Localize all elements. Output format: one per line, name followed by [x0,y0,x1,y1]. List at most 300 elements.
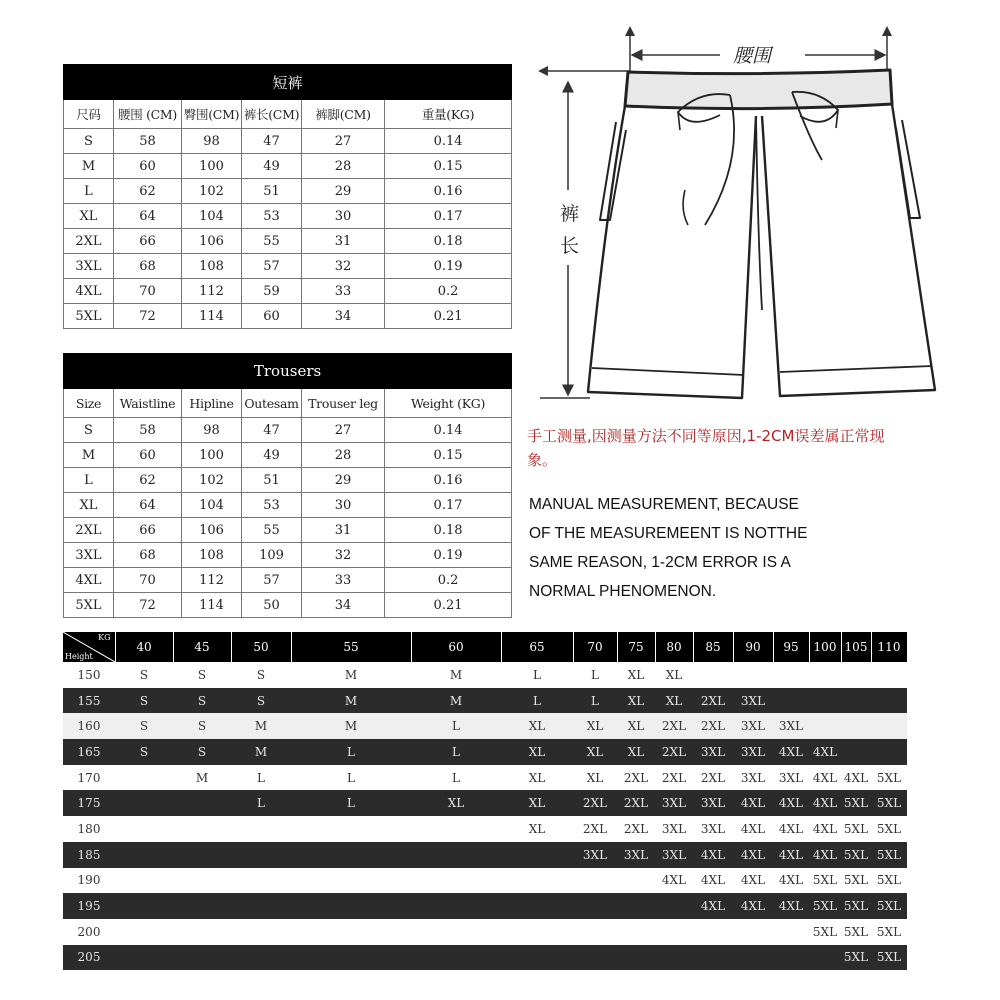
size-recommendation-cell [841,688,871,714]
size-recommendation-cell [773,945,809,971]
size-recommendation-cell [655,945,693,971]
grid-row [63,868,907,894]
size-recommendation-cell [411,842,501,868]
size-recommendation-cell [291,945,411,971]
left-arrow-icon [538,66,548,76]
measurement-cell: 51 [242,468,302,493]
measurement-cell: 104 [182,204,242,229]
size-recommendation-cell [291,893,411,919]
size-recommendation-cell: 4XL [809,790,841,816]
size-recommendation-cell: XL [617,688,655,714]
trousers-size-table-en [63,353,512,618]
size-recommendation-cell [231,842,291,868]
column-header: Waistline [114,389,182,418]
measurement-cell: 102 [182,179,242,204]
grid-row [63,688,907,714]
table-row [64,593,512,618]
size-recommendation-cell [501,919,573,945]
size-recommendation-cell [173,816,231,842]
size-recommendation-cell: 3XL [773,765,809,791]
table-row [64,568,512,593]
measurement-cell: 104 [182,493,242,518]
size-recommendation-cell: 3XL [733,765,773,791]
weight-header: 40 [115,632,173,662]
table-row [64,129,512,154]
column-header: Weight (KG) [385,389,512,418]
size-recommendation-cell: 3XL [693,790,733,816]
measurement-cell: 32 [302,254,385,279]
size-recommendation-cell [871,739,907,765]
size-recommendation-cell: L [573,688,617,714]
size-recommendation-cell: 2XL [655,765,693,791]
size-recommendation-cell: 5XL [841,790,871,816]
size-recommendation-cell: 5XL [841,816,871,842]
measurement-cell: 33 [302,279,385,304]
column-header: 尺码 [64,100,114,129]
table-title: 短裤 [64,65,512,100]
size-recommendation-cell: 5XL [871,868,907,894]
measurement-cell: 30 [302,204,385,229]
measurement-cell: 29 [302,179,385,204]
size-cell: M [64,154,114,179]
grid-row [63,662,907,688]
height-cell: 155 [63,688,115,714]
measurement-cell: 32 [302,543,385,568]
grid-row [63,893,907,919]
size-recommendation-cell [573,919,617,945]
measurement-cell: 98 [182,129,242,154]
size-recommendation-cell: M [291,662,411,688]
measurement-cell: 100 [182,443,242,468]
size-recommendation-cell [809,662,841,688]
size-recommendation-cell [231,945,291,971]
size-recommendation-cell: 3XL [617,842,655,868]
size-recommendation-cell [655,919,693,945]
column-header: 裤脚(CM) [302,100,385,129]
size-recommendation-cell: XL [573,713,617,739]
grid-row [63,945,907,971]
size-recommendation-cell: XL [655,688,693,714]
table-row [64,204,512,229]
right-pocket [896,120,920,218]
size-recommendation-cell: 3XL [733,739,773,765]
size-recommendation-cell: 4XL [733,816,773,842]
size-recommendation-cell [501,945,573,971]
measurement-cell: 100 [182,154,242,179]
measurement-cell: 106 [182,518,242,543]
size-recommendation-cell: 5XL [809,919,841,945]
size-recommendation-cell: XL [411,790,501,816]
measurement-cell: 60 [114,443,182,468]
measurement-cell: 114 [182,593,242,618]
left-pocket [600,122,626,220]
table-header-row [64,389,512,418]
measurement-cell: 0.18 [385,229,512,254]
weight-header: 85 [693,632,733,662]
size-recommendation-cell [115,765,173,791]
measurement-cell: 31 [302,518,385,543]
measurement-cell: 0.2 [385,279,512,304]
left-leg-outline [588,106,756,398]
weight-header: 105 [841,632,871,662]
size-recommendation-cell: 2XL [693,765,733,791]
size-cell: 3XL [64,254,114,279]
measurement-cell: 29 [302,468,385,493]
size-recommendation-cell: L [291,739,411,765]
table-row [64,304,512,329]
size-recommendation-cell [871,713,907,739]
measurement-cell: 28 [302,154,385,179]
measurement-cell: 34 [302,593,385,618]
size-recommendation-cell [733,945,773,971]
size-recommendation-cell: XL [573,765,617,791]
size-recommendation-cell: S [173,739,231,765]
size-recommendation-cell: 2XL [655,713,693,739]
size-recommendation-cell: 5XL [809,893,841,919]
size-recommendation-cell: S [115,688,173,714]
size-recommendation-cell [115,842,173,868]
table-row [64,468,512,493]
measurement-cell: 47 [242,129,302,154]
size-recommendation-cell: 4XL [733,790,773,816]
size-recommendation-cell [411,868,501,894]
table-body [64,418,512,618]
size-recommendation-cell [231,919,291,945]
corner-height-label: Height [65,652,93,661]
measurement-cell: 0.17 [385,493,512,518]
measurement-cell: 53 [242,493,302,518]
size-recommendation-cell: 3XL [655,842,693,868]
weight-header: 45 [173,632,231,662]
column-header: Outesam [242,389,302,418]
size-recommendation-cell [773,688,809,714]
measurement-cell: 59 [242,279,302,304]
column-header: 臀围(CM) [182,100,242,129]
size-recommendation-cell: S [115,739,173,765]
size-recommendation-cell: M [411,662,501,688]
waistband [625,70,892,109]
size-recommendation-cell [617,919,655,945]
size-recommendation-cell: M [411,688,501,714]
table-row [64,254,512,279]
grid-row [63,790,907,816]
size-recommendation-cell: L [291,765,411,791]
size-recommendation-cell: M [231,739,291,765]
size-recommendation-cell [173,919,231,945]
measurement-cell: 0.16 [385,179,512,204]
size-cell: 3XL [64,543,114,568]
measurement-cell: 0.18 [385,518,512,543]
size-recommendation-cell: 4XL [693,842,733,868]
center-seam [756,116,762,310]
measurement-cell: 0.2 [385,568,512,593]
right-hem [780,366,932,372]
grid-row [63,919,907,945]
size-recommendation-cell [617,868,655,894]
measurement-cell: 0.19 [385,254,512,279]
size-cell: 4XL [64,279,114,304]
size-cell: 5XL [64,304,114,329]
size-recommendation-cell: 4XL [841,765,871,791]
size-recommendation-cell: M [291,713,411,739]
size-recommendation-cell: XL [501,739,573,765]
corner-weight-label: KG [98,633,111,642]
size-recommendation-cell [733,662,773,688]
size-recommendation-cell: 3XL [733,713,773,739]
size-recommendation-cell: 5XL [871,790,907,816]
size-recommendation-cell [411,945,501,971]
size-recommendation-cell: 4XL [773,739,809,765]
table-body [64,129,512,329]
table-title: Trousers [64,354,512,389]
height-cell: 200 [63,919,115,945]
size-recommendation-cell [231,868,291,894]
size-recommendation-cell: 4XL [733,893,773,919]
size-recommendation-cell [841,662,871,688]
size-recommendation-cell [501,893,573,919]
measurement-cell: 30 [302,493,385,518]
measurement-cell: 0.15 [385,154,512,179]
height-cell: 175 [63,790,115,816]
size-recommendation-cell: L [411,713,501,739]
size-recommendation-cell: 4XL [773,893,809,919]
measurement-cell: 55 [242,229,302,254]
length-label-char: 裤 [560,203,580,225]
grid-row [63,713,907,739]
weight-header: 100 [809,632,841,662]
size-recommendation-cell [501,842,573,868]
size-recommendation-cell [617,945,655,971]
size-recommendation-cell: L [573,662,617,688]
size-recommendation-cell: 4XL [693,893,733,919]
measurement-cell: 70 [114,568,182,593]
table-row [64,493,512,518]
size-recommendation-cell: 5XL [871,893,907,919]
size-recommendation-cell: 3XL [733,688,773,714]
size-recommendation-cell [115,893,173,919]
size-recommendation-cell [809,713,841,739]
measurement-cell: 66 [114,518,182,543]
grid-row [63,765,907,791]
table-row [64,229,512,254]
size-recommendation-cell [291,868,411,894]
size-recommendation-cell: 5XL [871,842,907,868]
measurement-cell: 55 [242,518,302,543]
size-recommendation-cell: L [411,739,501,765]
column-header: Trouser leg [302,389,385,418]
size-recommendation-cell: 2XL [693,688,733,714]
measurement-cell: 66 [114,229,182,254]
size-recommendation-cell: 5XL [841,893,871,919]
size-recommendation-cell [573,868,617,894]
height-cell: 185 [63,842,115,868]
size-recommendation-cell: M [231,713,291,739]
size-recommendation-cell: L [501,688,573,714]
measurement-cell: 70 [114,279,182,304]
size-recommendation-cell: S [173,662,231,688]
measurement-cell: 114 [182,304,242,329]
size-recommendation-cell: 5XL [871,765,907,791]
size-recommendation-cell: 3XL [693,816,733,842]
size-recommendation-cell: 2XL [693,713,733,739]
height-cell: 205 [63,945,115,971]
size-recommendation-cell: 3XL [693,739,733,765]
size-recommendation-cell [411,893,501,919]
measurement-cell: 0.16 [385,468,512,493]
weight-header-row [63,632,907,662]
size-recommendation-cell [115,868,173,894]
size-recommendation-cell: L [501,662,573,688]
measurement-cell: 49 [242,154,302,179]
size-recommendation-cell: 4XL [693,868,733,894]
height-cell: 180 [63,816,115,842]
size-recommendation-cell: M [173,765,231,791]
size-recommendation-cell [573,945,617,971]
measurement-cell: 60 [242,304,302,329]
size-cell: 5XL [64,593,114,618]
table-row [64,543,512,568]
size-recommendation-cell: S [115,713,173,739]
size-recommendation-cell: XL [617,739,655,765]
top-arrow-icon [882,26,892,36]
size-recommendation-cell: S [173,688,231,714]
table-row [64,154,512,179]
measurement-cell: 72 [114,593,182,618]
measurement-cell: 109 [242,543,302,568]
size-cell: L [64,468,114,493]
size-recommendation-cell: 2XL [617,790,655,816]
table-row [64,443,512,468]
size-recommendation-cell: XL [501,713,573,739]
size-recommendation-cell: 4XL [773,816,809,842]
measurement-cell: 51 [242,179,302,204]
size-recommendation-cell: XL [617,713,655,739]
size-recommendation-cell [411,816,501,842]
size-recommendation-cell: 2XL [573,816,617,842]
size-recommendation-cell: L [231,790,291,816]
size-recommendation-cell [291,842,411,868]
top-arrow-icon [625,26,635,36]
weight-header: 75 [617,632,655,662]
right-leg-outline [762,104,935,396]
size-recommendation-cell: 5XL [809,868,841,894]
size-recommendation-cell: 5XL [841,919,871,945]
height-cell: 165 [63,739,115,765]
weight-header: 80 [655,632,693,662]
size-recommendation-cell: 4XL [655,868,693,894]
size-recommendation-cell [773,919,809,945]
measurement-cell: 0.21 [385,304,512,329]
measurement-note-en: MANUAL MEASUREMENT, BECAUSE OF THE MEASUREMEENT IS NOTTHE SAME REASON, 1-2CM ERROR IS A NORMAL PHENOMENON. [529,496,808,600]
size-cell: M [64,443,114,468]
weight-header: 70 [573,632,617,662]
shorts-measurement-diagram [530,20,960,410]
measurement-cell: 28 [302,443,385,468]
measurement-cell: 64 [114,493,182,518]
size-recommendation-cell: 4XL [773,842,809,868]
size-recommendation-cell: 4XL [809,765,841,791]
size-recommendation-cell [773,662,809,688]
size-recommendation-cell: 4XL [733,842,773,868]
measurement-cell: 0.14 [385,418,512,443]
size-cell: S [64,418,114,443]
size-recommendation-cell: 2XL [573,790,617,816]
measurement-cell: 112 [182,568,242,593]
size-recommendation-cell [291,816,411,842]
weight-header: 95 [773,632,809,662]
grid-row [63,816,907,842]
size-recommendation-cell [173,945,231,971]
measurement-cell: 106 [182,229,242,254]
size-recommendation-cell [809,945,841,971]
measurement-cell: 0.19 [385,543,512,568]
height-cell: 150 [63,662,115,688]
length-label-char: 长 [560,235,580,257]
size-recommendation-cell [231,893,291,919]
measurement-cell: 0.14 [385,129,512,154]
size-recommendation-cell [871,662,907,688]
size-recommendation-cell [291,919,411,945]
table-row [64,518,512,543]
size-recommendation-grid [63,632,908,970]
measurement-cell: 33 [302,568,385,593]
measurement-cell: 102 [182,468,242,493]
corner-cell [63,632,115,662]
measurement-cell: 108 [182,254,242,279]
weight-header: 90 [733,632,773,662]
size-recommendation-cell: XL [501,790,573,816]
measurement-cell: 68 [114,543,182,568]
size-recommendation-cell [231,816,291,842]
column-header: 裤长(CM) [242,100,302,129]
size-recommendation-cell: S [231,662,291,688]
size-recommendation-cell [173,842,231,868]
size-recommendation-cell [115,816,173,842]
size-recommendation-cell: XL [617,662,655,688]
height-cell: 170 [63,765,115,791]
left-hem [592,368,744,375]
column-header: Hipline [182,389,242,418]
size-recommendation-cell [115,919,173,945]
size-recommendation-cell [173,790,231,816]
size-recommendation-cell [693,919,733,945]
size-recommendation-cell [693,945,733,971]
size-cell: XL [64,204,114,229]
size-cell: XL [64,493,114,518]
size-recommendation-cell [841,713,871,739]
size-recommendation-cell: 5XL [871,816,907,842]
measurement-cell: 58 [114,129,182,154]
table-header-row [64,100,512,129]
size-recommendation-cell: 5XL [841,868,871,894]
size-recommendation-cell: S [173,713,231,739]
weight-header: 60 [411,632,501,662]
measurement-cell: 27 [302,129,385,154]
measurement-cell: 0.17 [385,204,512,229]
size-recommendation-cell: 2XL [617,765,655,791]
size-recommendation-cell [501,868,573,894]
size-recommendation-cell [617,893,655,919]
shorts-size-table-cn [63,64,512,329]
size-recommendation-cell: L [411,765,501,791]
size-recommendation-cell: 4XL [809,842,841,868]
size-recommendation-cell [733,919,773,945]
size-recommendation-cell [115,945,173,971]
measurement-cell: 58 [114,418,182,443]
size-recommendation-cell [411,919,501,945]
size-cell: S [64,129,114,154]
waist-label: 腰围 [733,45,772,67]
